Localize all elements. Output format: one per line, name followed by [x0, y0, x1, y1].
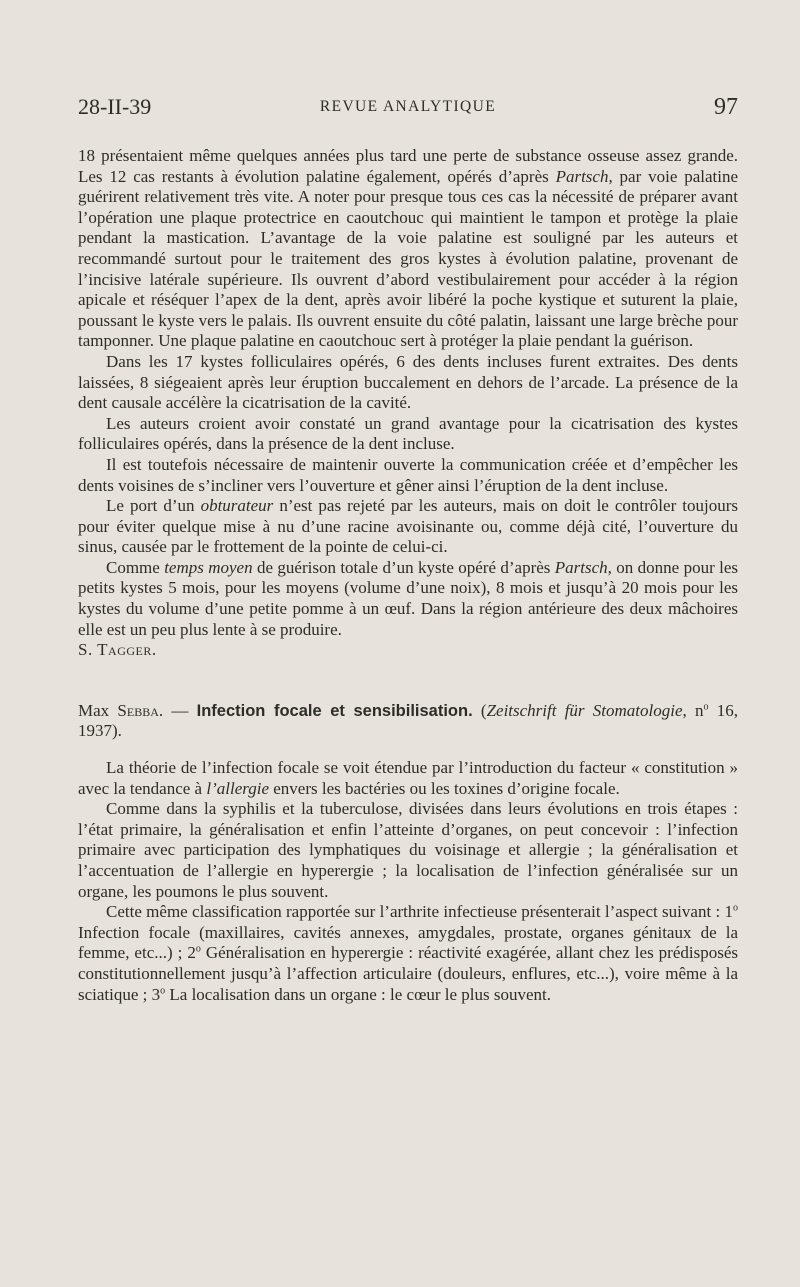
review2-paragraph-3: Cette même classification rapportée sur l’arthrite infectieuse présenterait l’aspect suivant : 1$^o$ Infection focale (maxillaires, cavités annexes, amygdales, prostate, organes génitaux de la femme, etc...) ; 2$^o$ Généralisation en hyperergie : réactivité exagérée, allant chez les prédisposés constitutionnellement jusqu’à l’affection articulaire (douleurs, enflures, etc...), voire même à la sciatique ; 3$^o$ La localisation dans un organe : le cœur le plus souvent. [78, 902, 739, 1004]
review2-author-last: Sebba [117, 700, 159, 720]
review1-paragraph-3: Les auteurs croient avoir constaté un grand avantage pour la cicatrisation des kystes folliculaires opérés, dans la présence de la dent incluse. [78, 413, 738, 454]
review2-title: Infection focale et sensibilisation. [196, 701, 473, 720]
running-header [78, 94, 738, 124]
review1-signature: S. Tagger. [78, 640, 157, 660]
header-title: REVUE ANALYTIQUE [319, 98, 497, 115]
header-date: 28-II-39 [78, 94, 152, 119]
review1-paragraph-4: Il est toutefois nécessaire de maintenir ouverte la communication créée et d’empêcher les dents voisines de s’incliner vers l’ouverture et gêner ainsi l’éruption de la dent incluse. [78, 454, 738, 495]
page-number: 97 [714, 94, 738, 120]
review1-paragraph-6: Comme temps moyen de guérison totale d’un kyste opéré d’après Partsch, on donne pour les petits kystes 5 mois, pour les moyens (volume d’une noix), 8 mois et jusqu’à 20 mois pour les kystes du volume d’une petite pomme à un œuf. Dans la région antérieure des deux mâchoires elle est un peu plus lente à se produire. [78, 557, 738, 639]
review2-source: Zeitschrift für Stomatologie [486, 700, 683, 720]
review1-paragraph-5: Le port d’un obturateur n’est pas rejeté par les auteurs, mais on doit le contrôler toujours pour éviter quelque mise à nu d’une racine avoisinante ou, comme déjà cité, l’ouverture du sinus, causée par le frottement de la pointe de celui-ci. [78, 496, 738, 557]
review1-paragraph-1: 18 présentaient même quelques années plus tard une perte de substance osseuse assez grande. Les 12 cas restants à évolution palatine également, opérés d’après Partsch, par voie palatine guérirent relativement très vite. A noter pour presque tous ces cas la nécessité de préparer avant l’opération une plaque protectrice en caoutchouc qui maintient le tampon et protège la plaie pendant la mastication. L’avantage de la voie palatine est souligné par les auteurs et recommandé surtout pour le traitement des gros kystes à évolution palatine, provenant de l’incisive latérale supérieure. Ils ouvrent d’abord vestibulairement pour accéder à la région apicale et réséquer l’apex de la dent, après avoir libéré la poche kystique et suturent la plaie, poussant le kyste vers le palais. Ils ouvrent ensuite du côté palatin, laissant une large brèche pour tamponner. Une plaque palatine en caoutchouc sert à protéger la plaie pendant la guérison. [78, 146, 738, 351]
review2-paragraph-2: Comme dans la syphilis et la tuberculose, divisées dans leurs évolutions en trois étapes : l’état primaire, la généralisation et enfin l’atteinte d’organes, on peut concevoir : l’infection primaire avec participation des lymphatiques du voisinage et allergie ; la généralisation et l’accentuation de l’allergie en hyperergie ; la localisation de l’infection généralisée sur un organe, les poumons le plus souvent. [78, 799, 738, 901]
page-content [78, 146, 738, 1005]
review1-paragraph-2: Dans les 17 kystes folliculaires opérés, 6 des dents incluses furent extraites. Des dents laissées, 8 siégeaient après leur éruption buccalement en dehors de l’arcade. La présence de la dent causale accélère la cicatrisation de la cavité. [78, 351, 738, 413]
review2-author-first: Max [78, 700, 118, 720]
review2-paragraph-1: La théorie de l’infection focale se voit étendue par l’introduction du facteur « constitution » avec la tendance à l’allergie envers les bactéries ou les toxines d’origine focale. [78, 758, 738, 798]
review2-heading: Max Sebba. — Infection focale et sensibilisation. (Zeitschrift für Stomatologie, $n^o$ 16, 1937). [78, 700, 739, 741]
